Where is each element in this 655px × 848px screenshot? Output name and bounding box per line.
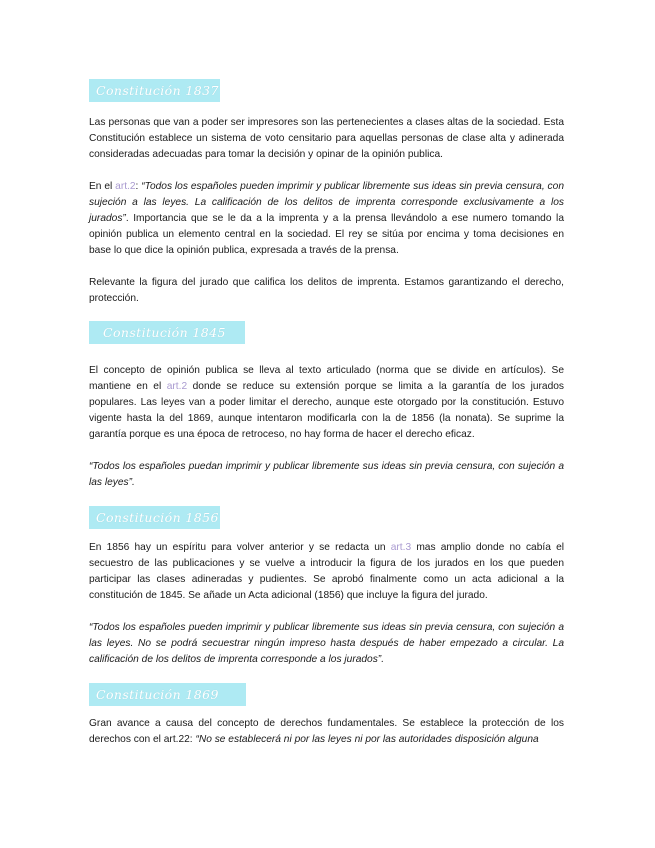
text-a: Gran avance a causa del concepto de derechos fundamentales. Se establece la protección de los derechos con el art.22: [89,718,564,745]
quote-art22: “No se establecerá ni por las leyes ni por las autoridades disposición alguna [195,734,539,745]
text-a: En 1856 hay un espíritu para volver anterior y se redacta un [89,542,391,553]
article-ref-art2: art.2 [166,381,188,392]
quote-art2-1837: “Todos los españoles pueden imprimir y publicar libremente sus ideas sin previa censura, con sujeción a las leyes. La calificación de los delitos de imprenta corresponde exclusivamente a los jurados” [89,181,564,224]
article-ref-art2: art.2 [115,181,136,192]
heading-constitucion-1869: Constitución 1869 [89,683,246,706]
article-ref-art3: art.3 [390,542,412,553]
paragraph-1845-opinion [89,363,564,443]
text-separator: : [135,181,142,192]
paragraph-1837-art2 [89,179,564,259]
text-rest: . Importancia que se le da a la imprenta y a la prensa llevándolo a ese numero tomando la opinión publica un elemento central en la sociedad. El rey se sitúa por encima y toma decisiones en base lo que dice la opinión publica, expresada a través de la prensa. [89,213,564,256]
heading-constitucion-1837: Constitución 1837 [89,79,220,102]
text-b: mas amplio donde no cabía el secuestro de las publicaciones y se vuelve a introducir la figura de los jurados en los que pueden participar las clases adineradas y pudientes. Se aprobó finalmente como un acta adicional a la constitución de 1845. Se añade un Acta adicional (1856) que incluye la figura del jurado. [89,542,564,601]
heading-constitucion-1856: Constitución 1856 [89,506,220,529]
text-b: donde se reduce su extensión porque se limita a la garantía de los jurados populares. Las leyes van a poder limitar el derecho, aunque este otorgado por la constitución. Estuvo vigente hasta la del 1869, aunque intentaron modificarla con la de 1856 (la nonata). Se suprime la garantía porque es una época de retroceso, no hay forma de hacer el derecho eficaz. [89,381,564,440]
heading-constitucion-1845: Constitución 1845 [89,321,245,344]
text-prefix: En el [89,181,116,192]
text-a: El concepto de opinión publica se lleva al texto articulado (norma que se divide en artículos). Se mantiene en el [89,365,564,392]
quote-1845: “Todos los españoles puedan imprimir y publicar libremente sus ideas sin previa censura, con sujeción a las leyes”. [89,461,564,488]
quote-1856: “Todos los españoles pueden imprimir y publicar libremente sus ideas sin previa censura, con sujeción a las leyes. No se podrá secuestrar ningún impreso hasta después de haber empezado a circular. La calificación de los delitos de imprenta corresponde a los jurados”. [89,622,564,665]
paragraph-1837-voto: Las personas que van a poder ser impresores son las pertenecientes a clases altas de la sociedad. Esta Constitución establece un sistema de voto censitario para aquellas personas de clase alta y adinerada consideradas adecuadas para tomar la decisión y opinar de la opinión publica. [89,117,564,160]
paragraph-1837-jurado: Relevante la figura del jurado que califica los delitos de imprenta. Estamos garantizando el derecho, protección. [89,277,564,304]
paragraph-1856-art3 [89,540,564,604]
paragraph-1869-derechos [89,716,564,748]
